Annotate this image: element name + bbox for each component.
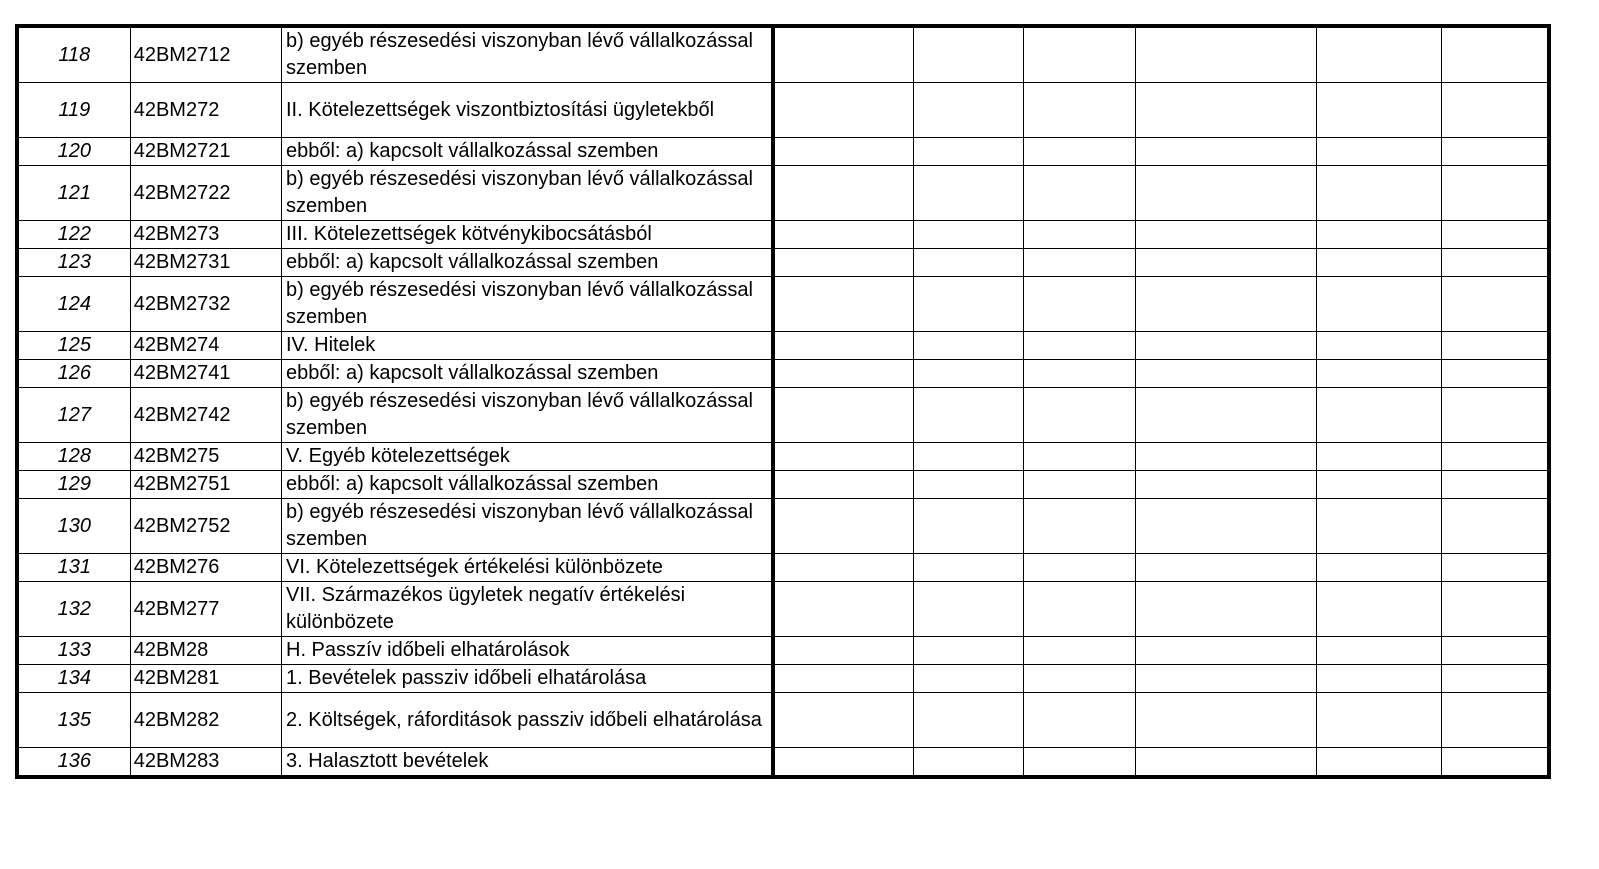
table-row <box>17 26 1549 83</box>
row-description-cell: b) egyéb részesedési viszonyban lévő vállalkozással szemben <box>282 499 774 554</box>
row-code-cell: 42BM274 <box>130 332 281 360</box>
value-cell[interactable] <box>773 83 913 138</box>
value-cell[interactable] <box>1316 166 1441 221</box>
value-cell[interactable] <box>773 554 913 582</box>
value-cell[interactable] <box>914 221 1024 249</box>
value-cell[interactable] <box>773 499 913 554</box>
row-code-cell: 42BM283 <box>130 748 281 778</box>
row-code-cell: 42BM2722 <box>130 166 281 221</box>
row-number-cell: 120 <box>17 138 130 166</box>
row-number-cell: 129 <box>17 471 130 499</box>
table-row <box>17 360 1549 388</box>
row-code-cell: 42BM273 <box>130 221 281 249</box>
value-cell[interactable] <box>1024 332 1135 360</box>
row-number-cell: 121 <box>17 166 130 221</box>
value-cell[interactable] <box>773 360 913 388</box>
value-cell[interactable] <box>773 388 913 443</box>
row-description-cell: 2. Költségek, ráforditások passziv időbeli elhatárolása <box>282 693 774 748</box>
value-cell[interactable] <box>1135 748 1316 778</box>
value-cell[interactable] <box>773 26 913 83</box>
value-cell[interactable] <box>1442 166 1549 221</box>
value-cell[interactable] <box>773 582 913 637</box>
value-cell[interactable] <box>1316 665 1441 693</box>
row-code-cell: 42BM272 <box>130 83 281 138</box>
value-cell[interactable] <box>1442 332 1549 360</box>
row-description-cell: VII. Származékos ügyletek negatív értékelési különbözete <box>282 582 774 637</box>
value-cell[interactable] <box>914 693 1024 748</box>
value-cell[interactable] <box>1024 471 1135 499</box>
value-cell[interactable] <box>1024 554 1135 582</box>
value-cell[interactable] <box>1442 138 1549 166</box>
value-cell[interactable] <box>1135 388 1316 443</box>
value-cell[interactable] <box>1024 166 1135 221</box>
value-cell[interactable] <box>914 554 1024 582</box>
table-row <box>17 443 1549 471</box>
row-number-cell: 135 <box>17 693 130 748</box>
value-cell[interactable] <box>773 443 913 471</box>
row-description-cell: b) egyéb részesedési viszonyban lévő vállalkozással szemben <box>282 277 774 332</box>
value-cell[interactable] <box>914 360 1024 388</box>
row-description-cell: V. Egyéb kötelezettségek <box>282 443 774 471</box>
row-code-cell: 42BM28 <box>130 637 281 665</box>
row-number-cell: 131 <box>17 554 130 582</box>
value-cell[interactable] <box>1442 443 1549 471</box>
value-cell[interactable] <box>1135 443 1316 471</box>
row-number-cell: 127 <box>17 388 130 443</box>
value-cell[interactable] <box>1024 637 1135 665</box>
value-cell[interactable] <box>914 249 1024 277</box>
table-body <box>17 26 1549 777</box>
row-description-cell: ebből: a) kapcsolt vállalkozással szemben <box>282 249 774 277</box>
value-cell[interactable] <box>1442 748 1549 778</box>
value-cell[interactable] <box>1135 277 1316 332</box>
value-cell[interactable] <box>1316 83 1441 138</box>
value-cell[interactable] <box>1316 471 1441 499</box>
value-cell[interactable] <box>1024 665 1135 693</box>
row-code-cell: 42BM275 <box>130 443 281 471</box>
value-cell[interactable] <box>1442 277 1549 332</box>
value-cell[interactable] <box>1316 693 1441 748</box>
table-row <box>17 582 1549 637</box>
value-cell[interactable] <box>1442 221 1549 249</box>
value-cell[interactable] <box>1135 332 1316 360</box>
value-cell[interactable] <box>914 332 1024 360</box>
value-cell[interactable] <box>1316 443 1441 471</box>
value-cell[interactable] <box>1316 221 1441 249</box>
row-code-cell: 42BM2751 <box>130 471 281 499</box>
row-number-cell: 124 <box>17 277 130 332</box>
value-cell[interactable] <box>773 249 913 277</box>
row-code-cell: 42BM2721 <box>130 138 281 166</box>
row-description-cell: 3. Halasztott bevételek <box>282 748 774 778</box>
value-cell[interactable] <box>1442 388 1549 443</box>
value-cell[interactable] <box>1135 138 1316 166</box>
value-cell[interactable] <box>914 637 1024 665</box>
row-number-cell: 126 <box>17 360 130 388</box>
value-cell[interactable] <box>1135 471 1316 499</box>
value-cell[interactable] <box>1442 26 1549 83</box>
value-cell[interactable] <box>914 471 1024 499</box>
row-number-cell: 128 <box>17 443 130 471</box>
value-cell[interactable] <box>1135 554 1316 582</box>
value-cell[interactable] <box>1135 221 1316 249</box>
row-code-cell: 42BM2731 <box>130 249 281 277</box>
row-number-cell: 122 <box>17 221 130 249</box>
value-cell[interactable] <box>1316 554 1441 582</box>
value-cell[interactable] <box>914 748 1024 778</box>
row-description-cell: b) egyéb részesedési viszonyban lévő vállalkozással szemben <box>282 388 774 443</box>
table-row <box>17 221 1549 249</box>
value-cell[interactable] <box>1442 360 1549 388</box>
value-cell[interactable] <box>1316 582 1441 637</box>
value-cell[interactable] <box>914 582 1024 637</box>
value-cell[interactable] <box>1316 499 1441 554</box>
row-number-cell: 136 <box>17 748 130 778</box>
table-row <box>17 332 1549 360</box>
value-cell[interactable] <box>1135 249 1316 277</box>
row-number-cell: 123 <box>17 249 130 277</box>
value-cell[interactable] <box>1135 26 1316 83</box>
table-row <box>17 138 1549 166</box>
value-cell[interactable] <box>773 332 913 360</box>
value-cell[interactable] <box>1024 582 1135 637</box>
row-code-cell: 42BM281 <box>130 665 281 693</box>
value-cell[interactable] <box>1024 138 1135 166</box>
value-cell[interactable] <box>914 166 1024 221</box>
row-description-cell: III. Kötelezettségek kötvénykibocsátásból <box>282 221 774 249</box>
row-description-cell: ebből: a) kapcsolt vállalkozással szemben <box>282 360 774 388</box>
row-number-cell: 125 <box>17 332 130 360</box>
value-cell[interactable] <box>1316 332 1441 360</box>
value-cell[interactable] <box>1135 693 1316 748</box>
table-row <box>17 554 1549 582</box>
row-description-cell: II. Kötelezettségek viszontbiztosítási ügyletekből <box>282 83 774 138</box>
value-cell[interactable] <box>914 83 1024 138</box>
value-cell[interactable] <box>1135 582 1316 637</box>
value-cell[interactable] <box>1024 388 1135 443</box>
balance-sheet-table <box>15 24 1551 779</box>
value-cell[interactable] <box>1024 277 1135 332</box>
value-cell[interactable] <box>1024 221 1135 249</box>
value-cell[interactable] <box>773 693 913 748</box>
row-number-cell: 132 <box>17 582 130 637</box>
row-description-cell: IV. Hitelek <box>282 332 774 360</box>
row-number-cell: 134 <box>17 665 130 693</box>
value-cell[interactable] <box>1024 360 1135 388</box>
table-row <box>17 748 1549 778</box>
value-cell[interactable] <box>1316 26 1441 83</box>
row-description-cell: ebből: a) kapcsolt vállalkozással szemben <box>282 138 774 166</box>
value-cell[interactable] <box>1442 554 1549 582</box>
value-cell[interactable] <box>773 637 913 665</box>
row-description-cell: b) egyéb részesedési viszonyban lévő vállalkozással szemben <box>282 166 774 221</box>
table-row <box>17 249 1549 277</box>
value-cell[interactable] <box>1442 693 1549 748</box>
value-cell[interactable] <box>1442 637 1549 665</box>
table-row <box>17 83 1549 138</box>
row-code-cell: 42BM2732 <box>130 277 281 332</box>
value-cell[interactable] <box>1135 166 1316 221</box>
value-cell[interactable] <box>914 26 1024 83</box>
value-cell[interactable] <box>1316 277 1441 332</box>
table-row <box>17 665 1549 693</box>
value-cell[interactable] <box>1135 83 1316 138</box>
row-description-cell: VI. Kötelezettségek értékelési különbözete <box>282 554 774 582</box>
table-row <box>17 388 1549 443</box>
value-cell[interactable] <box>1135 665 1316 693</box>
table-row <box>17 499 1549 554</box>
value-cell[interactable] <box>1442 582 1549 637</box>
value-cell[interactable] <box>1135 637 1316 665</box>
value-cell[interactable] <box>1442 471 1549 499</box>
value-cell[interactable] <box>914 388 1024 443</box>
value-cell[interactable] <box>1442 83 1549 138</box>
value-cell[interactable] <box>773 277 913 332</box>
row-code-cell: 42BM276 <box>130 554 281 582</box>
value-cell[interactable] <box>914 138 1024 166</box>
row-code-cell: 42BM2741 <box>130 360 281 388</box>
value-cell[interactable] <box>914 499 1024 554</box>
value-cell[interactable] <box>1024 249 1135 277</box>
value-cell[interactable] <box>1024 83 1135 138</box>
value-cell[interactable] <box>914 443 1024 471</box>
value-cell[interactable] <box>773 748 913 778</box>
value-cell[interactable] <box>914 277 1024 332</box>
row-description-cell: ebből: a) kapcsolt vállalkozással szemben <box>282 471 774 499</box>
table-row <box>17 693 1549 748</box>
value-cell[interactable] <box>1024 693 1135 748</box>
row-description-cell: H. Passzív időbeli elhatárolások <box>282 637 774 665</box>
value-cell[interactable] <box>1024 748 1135 778</box>
value-cell[interactable] <box>1316 360 1441 388</box>
table-row <box>17 637 1549 665</box>
value-cell[interactable] <box>1316 748 1441 778</box>
row-number-cell: 118 <box>17 26 130 83</box>
row-code-cell: 42BM2742 <box>130 388 281 443</box>
value-cell[interactable] <box>914 665 1024 693</box>
value-cell[interactable] <box>1316 138 1441 166</box>
value-cell[interactable] <box>1135 499 1316 554</box>
value-cell[interactable] <box>1442 665 1549 693</box>
value-cell[interactable] <box>1316 388 1441 443</box>
value-cell[interactable] <box>773 138 913 166</box>
table-row <box>17 277 1549 332</box>
row-code-cell: 42BM282 <box>130 693 281 748</box>
value-cell[interactable] <box>773 471 913 499</box>
value-cell[interactable] <box>1316 637 1441 665</box>
row-number-cell: 133 <box>17 637 130 665</box>
row-description-cell: b) egyéb részesedési viszonyban lévő vállalkozással szemben <box>282 26 774 83</box>
table-row <box>17 471 1549 499</box>
value-cell[interactable] <box>1024 443 1135 471</box>
value-cell[interactable] <box>1316 249 1441 277</box>
row-code-cell: 42BM277 <box>130 582 281 637</box>
row-description-cell: 1. Bevételek passziv időbeli elhatárolása <box>282 665 774 693</box>
value-cell[interactable] <box>1442 249 1549 277</box>
value-cell[interactable] <box>1442 499 1549 554</box>
value-cell[interactable] <box>1135 360 1316 388</box>
value-cell[interactable] <box>773 221 913 249</box>
value-cell[interactable] <box>773 166 913 221</box>
row-number-cell: 130 <box>17 499 130 554</box>
row-code-cell: 42BM2712 <box>130 26 281 83</box>
value-cell[interactable] <box>1024 26 1135 83</box>
row-code-cell: 42BM2752 <box>130 499 281 554</box>
table-row <box>17 166 1549 221</box>
value-cell[interactable] <box>773 665 913 693</box>
row-number-cell: 119 <box>17 83 130 138</box>
value-cell[interactable] <box>1024 499 1135 554</box>
